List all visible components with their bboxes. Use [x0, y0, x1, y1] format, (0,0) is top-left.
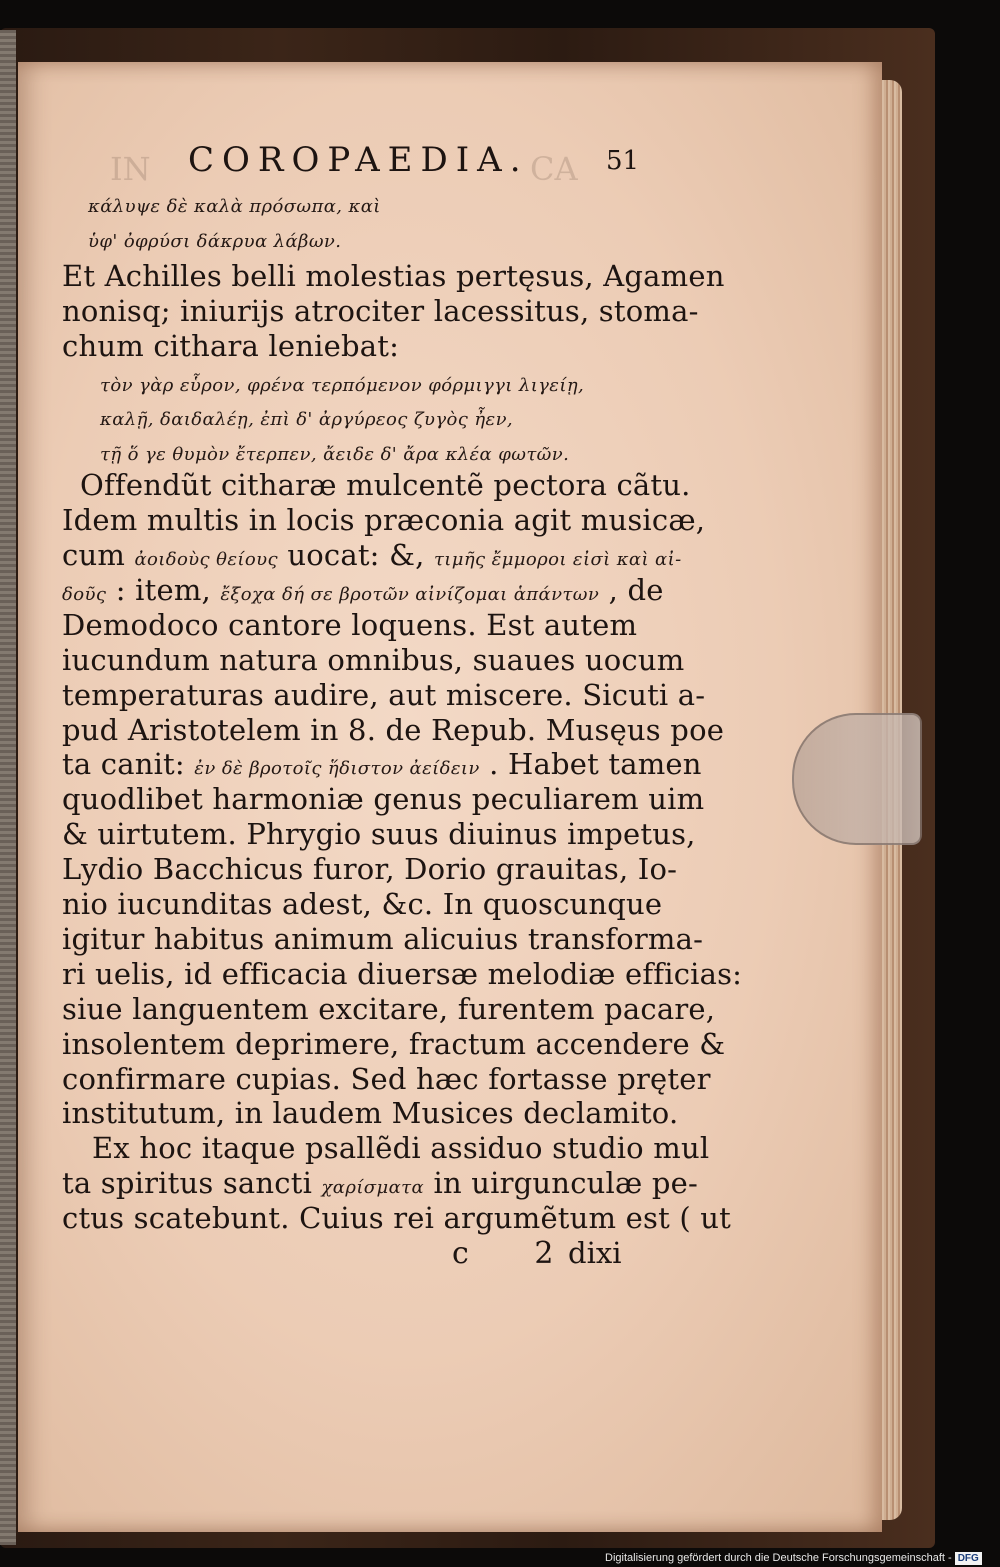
greek-text: τὸν γὰρ εὗρον, φρένα τερπόμενον φόρμιγγι λιγείῃ, [100, 374, 585, 396]
text-line [88, 218, 658, 261]
text-line [62, 885, 663, 923]
greek-text: χαρίσματα [321, 1177, 425, 1199]
greek-text: ἀοιδοὺς θείους [134, 549, 278, 570]
latin-text: , de [608, 572, 664, 607]
latin-text: Lydio Bacchicus furor, Dorio grauitas, Io- [62, 852, 678, 887]
book-spine-edge [0, 30, 16, 1545]
text-line [62, 292, 699, 330]
latin-text: iucundum natura omnibus, suaues uocum [62, 642, 685, 677]
greek-text: κάλυψε δὲ καλὰ πρόσωπα, καὶ [88, 196, 381, 217]
text-line [62, 780, 705, 818]
signature-mark: c 2 [452, 1236, 582, 1271]
latin-text: in uirgunculæ pe- [433, 1166, 698, 1201]
latin-text: cum [62, 538, 126, 572]
text-line [62, 641, 685, 679]
digitization-credit [605, 1549, 1000, 1567]
text-line [62, 1199, 732, 1237]
running-head: COROPAEDIA. [188, 140, 529, 180]
latin-text: ri uelis, id efficacia diuersæ melodiæ efficias: [62, 956, 743, 991]
text-line [62, 327, 632, 365]
latin-text: Et Achilles belli molestias pertęsus, Agamen [62, 258, 725, 293]
latin-text: ta canit: [62, 747, 185, 782]
text-line [92, 1129, 710, 1167]
latin-text: institutum, in laudem Musices declamito. [62, 1096, 679, 1131]
text-line [62, 1060, 711, 1098]
latin-text: : item, [115, 572, 211, 607]
latin-text: igitur habitus animum alicuius transforma- [62, 921, 704, 956]
page-clip [792, 713, 922, 845]
text-line [62, 257, 725, 295]
latin-text: insolentem deprimere, fractum accendere & [62, 1026, 726, 1061]
latin-text: confirmare cupias. Sed hæc fortasse pręter [62, 1061, 711, 1096]
latin-text: pud Aristotelem in 8. de Repub. Musęus poe [62, 712, 725, 747]
latin-text: . Habet tamen [489, 747, 702, 782]
latin-text: Offendũt citharæ mulcentẽ pectora cãtu. [80, 468, 691, 503]
text-line [62, 1094, 679, 1132]
text-line [62, 1025, 726, 1063]
latin-text: ta spiritus sancti [62, 1166, 313, 1201]
greek-text: δοῦς [62, 583, 107, 605]
text-line [80, 466, 691, 504]
latin-text: quodlibet harmoniæ genus peculiarem uim [62, 782, 705, 817]
text-line [62, 606, 638, 644]
latin-text: chum cithara leniebat: [62, 328, 400, 363]
latin-text: siue languentem excitare, furentem pacare, [62, 991, 716, 1026]
greek-text: τιμῆς ἔμμοροι εἰσὶ καὶ αἰ- [433, 549, 682, 570]
latin-text: Idem multis in locis præconia agit musicæ, [62, 503, 706, 538]
greek-text: καλῇ, δαιδαλέῃ, ἐπὶ δ' ἀργύρεος ζυγὸς ἦεν, [100, 409, 514, 431]
latin-text: temperaturas audire, aut miscere. Sicuti a- [62, 677, 706, 712]
greek-text: ἐν δὲ βροτοῖς ἥδιστον ἀείδειν [194, 758, 480, 780]
bleed-through-text: IN [110, 150, 151, 188]
text-line [62, 711, 725, 749]
bleed-through-text: CA [530, 150, 578, 188]
latin-text: Ex hoc itaque psallẽdi assiduo studio mul [92, 1131, 710, 1166]
latin-text: uocat: &, [287, 538, 425, 572]
text-line [62, 676, 706, 714]
catchword: dixi [568, 1236, 622, 1270]
greek-text: ἔξοχα δή σε βροτῶν αἰνίζομαι ἁπάντων [220, 583, 600, 605]
dfg-logo: DFG [955, 1552, 982, 1565]
greek-text: ὑφ' ὀφρύσι δάκρυα λάβων. [88, 230, 342, 252]
credit-text: Digitalisierung gefördert durch die Deutsche Forschungsgemeinschaft - [605, 1552, 952, 1564]
text-line [62, 815, 696, 853]
text-line [62, 501, 706, 539]
text-line [62, 850, 678, 888]
text-line [62, 990, 716, 1028]
text-line [62, 920, 704, 958]
latin-text: & uirtutem. Phrygio suus diuinus impetus, [62, 817, 696, 852]
latin-text: ctus scatebunt. Cuius rei argumẽtum est ( ut [62, 1201, 732, 1236]
latin-text: nonisq; iniurijs atrociter lacessitus, stoma- [62, 293, 699, 328]
folio-number: 51 [606, 146, 640, 176]
latin-text: Demodoco cantore loquens. Est autem [62, 607, 638, 642]
text-line [62, 955, 743, 993]
latin-text: nio iucunditas adest, &c. In quoscunque [62, 887, 663, 921]
greek-text: τῇ ὅ γε θυμὸν ἔτερπεν, ἄειδε δ' ἄρα κλέα φωτῶν. [100, 444, 570, 466]
